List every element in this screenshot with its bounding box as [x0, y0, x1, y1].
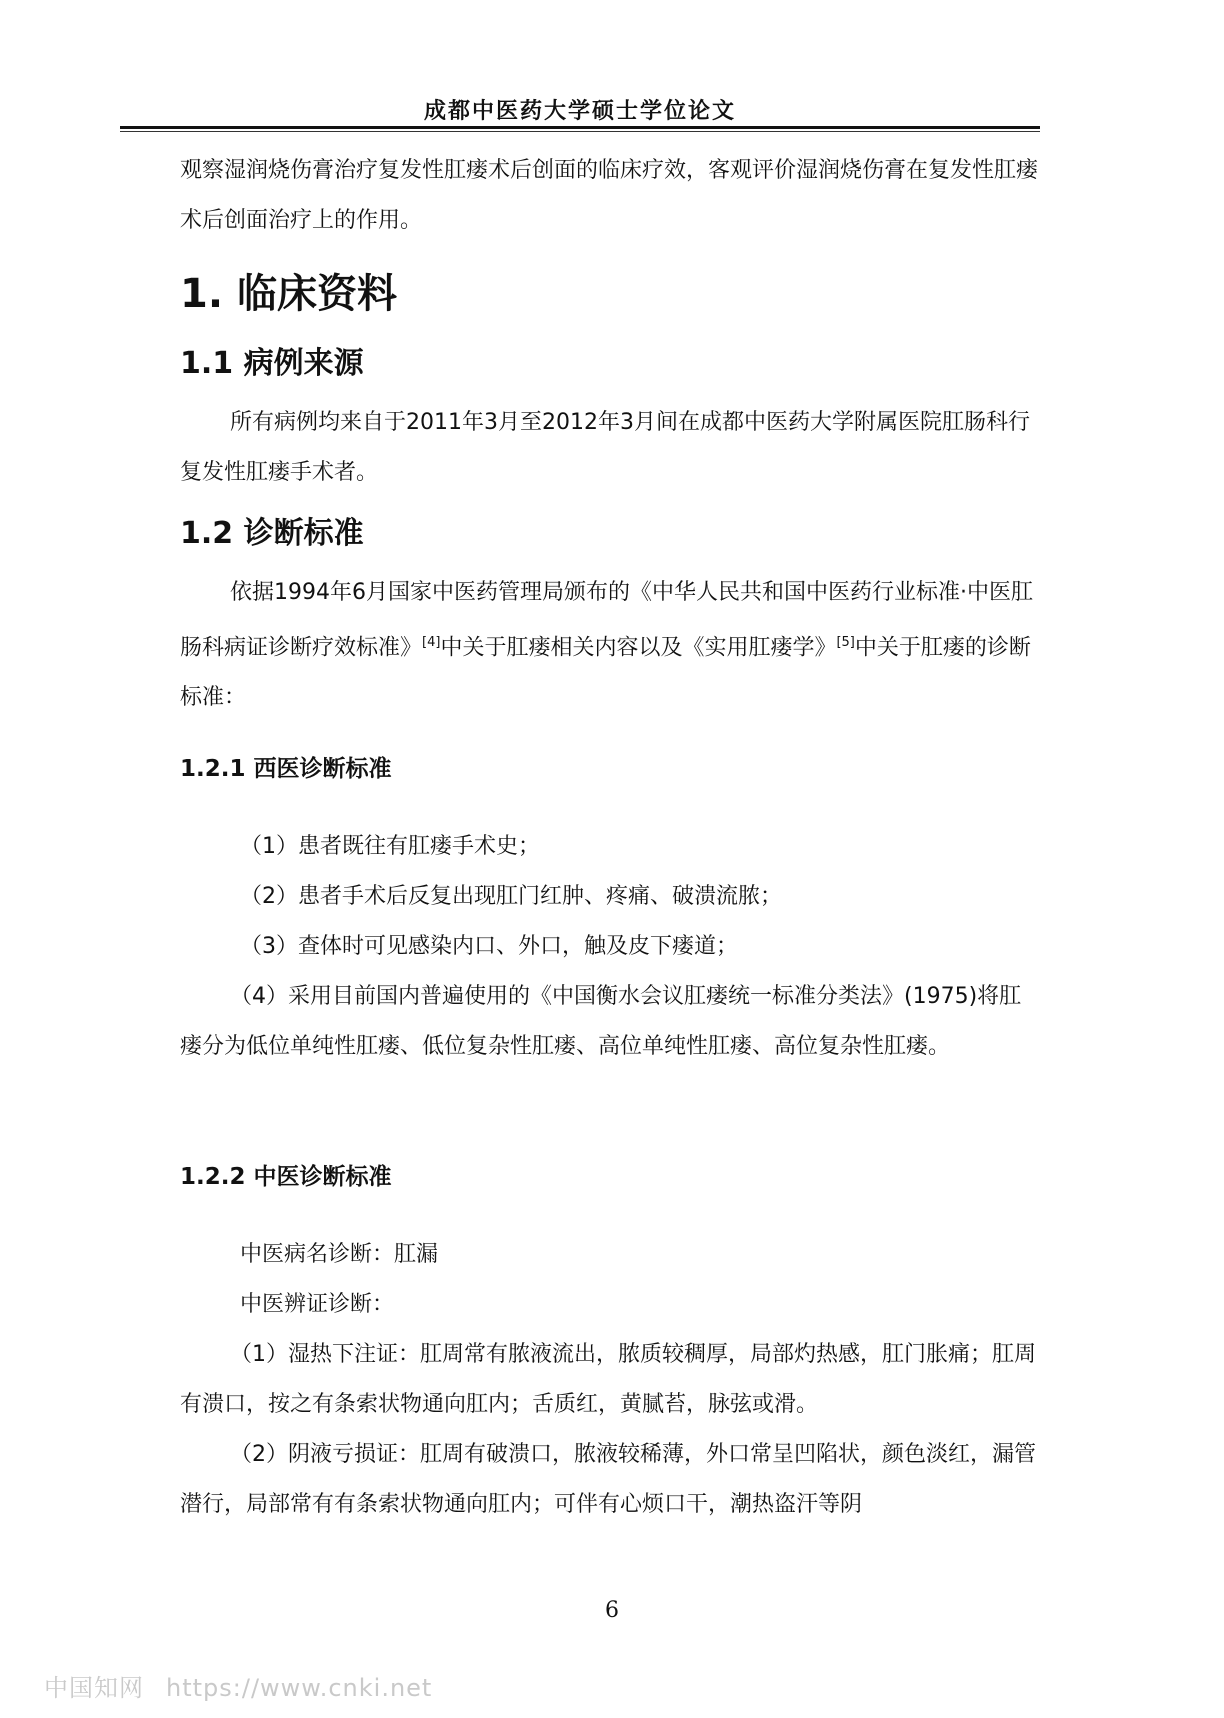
watermark-brand: 中国知网 [44, 1674, 144, 1702]
citation-ref: [5] [836, 635, 855, 650]
watermark [44, 1668, 432, 1703]
header-rule [120, 126, 1040, 129]
watermark-url: https://www.cnki.net [166, 1674, 433, 1702]
section-1-2-heading: 1.2 诊断标准 [180, 516, 364, 551]
list-item: （2）患者手术后反复出现肛门红肿、疼痛、破溃流脓； [240, 884, 782, 909]
section-1-1-paragraph: 所有病例均来自于2011年3月至2012年3月间在成都中医药大学附属医院肛肠科行复发性肛瘘手术者。 [180, 410, 1030, 485]
section-1-2-text-c: 中关于肛瘘的诊断标准： [180, 635, 1031, 711]
section-1-2-text-a: 依据1994年6月国家中医药管理局颁布的《中华人民共和国中医药行业标准·中医肛肠科病证诊断疗效标准》 [180, 580, 1033, 661]
tcm-syndrome-label: 中医辨证诊断： [240, 1292, 395, 1317]
section-1-2-paragraph [180, 568, 1040, 723]
section-1-2-1-heading: 1.2.1 西医诊断标准 [180, 756, 392, 782]
header-rule-secondary [120, 131, 1040, 132]
running-header: 成都中医药大学硕士学位论文 [423, 98, 736, 124]
page-number: 6 [605, 1598, 619, 1623]
intro-paragraph: 观察湿润烧伤膏治疗复发性肛瘘术后创面的临床疗效，客观评价湿润烧伤膏在复发性肛瘘术后创面治疗上的作用。 [180, 158, 1039, 233]
section-1-1-heading: 1.1 病例来源 [180, 346, 364, 381]
tcm-name-diagnosis: 中医病名诊断：肛漏 [240, 1242, 439, 1267]
list-item: （1）患者既往有肛瘘手术史； [240, 834, 540, 859]
section-1-2-2-heading: 1.2.2 中医诊断标准 [180, 1164, 392, 1190]
list-item: （1）湿热下注证：肛周常有脓液流出，脓质较稠厚，局部灼热感，肛门胀痛；肛周有溃口，按之有条索状物通向肛内；舌质红，黄腻苔，脉弦或滑。 [180, 1342, 1036, 1417]
list-item: （2）阴液亏损证：肛周有破溃口，脓液较稀薄，外口常呈凹陷状，颜色淡红，漏管潜行，局部常有有条索状物通向肛内；可伴有心烦口干，潮热盗汗等阴 [180, 1442, 1036, 1517]
section-1-2-text-b: 中关于肛瘘相关内容以及《实用肛瘘学》 [440, 635, 837, 661]
list-item: （3）查体时可见感染内口、外口，触及皮下瘘道； [240, 934, 738, 959]
list-item: （4）采用目前国内普遍使用的《中国衡水会议肛瘘统一标准分类法》(1975)将肛瘘分为低位单纯性肛瘘、低位复杂性肛瘘、高位单纯性肛瘘、高位复杂性肛瘘。 [180, 984, 1022, 1059]
section-1-heading: 1. 临床资料 [180, 271, 397, 317]
citation-ref: [4] [422, 635, 441, 650]
